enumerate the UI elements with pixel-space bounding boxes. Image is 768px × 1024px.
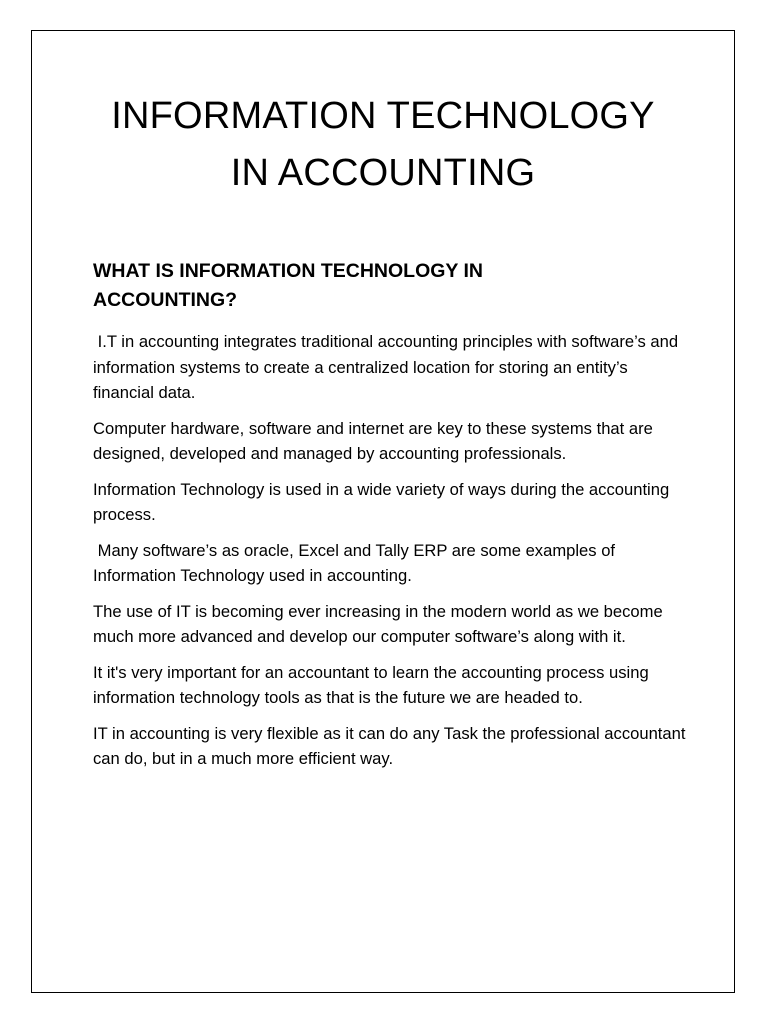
paragraph: IT in accounting is very flexible as it can do any Task the professional accountant can do, but in a much more efficient way. — [93, 723, 686, 768]
paragraph: Many software’s as oracle, Excel and Tally ERP are some examples of Information Technology used in accounting. — [93, 540, 620, 585]
document-title-line-2: IN ACCOUNTING — [230, 152, 536, 194]
body-text — [93, 329, 693, 782]
paragraph: The use of IT is becoming ever increasing in the modern world as we become much more advanced and develop our computer software’s along with it. — [93, 601, 663, 646]
section-heading-line-1: WHAT IS INFORMATION TECHNOLOGY IN — [93, 260, 483, 282]
document-title — [31, 88, 735, 202]
paragraph: I.T in accounting integrates traditional accounting principles with software’s and information systems to create a centralized location for storing an entity’s financial data. — [93, 332, 683, 402]
section-heading-line-2: ACCOUNTING? — [93, 289, 238, 311]
paragraph: Information Technology is used in a wide variety of ways during the accounting process. — [93, 479, 670, 524]
section-heading — [93, 257, 693, 315]
document-title-line-1: INFORMATION TECHNOLOGY — [111, 95, 655, 137]
paragraph: It it's very important for an accountant to learn the accounting process using information technology tools as that is the future we are headed to. — [93, 662, 649, 707]
paragraph: Computer hardware, software and internet are key to these systems that are designed, developed and managed by accounting professionals. — [93, 418, 653, 463]
